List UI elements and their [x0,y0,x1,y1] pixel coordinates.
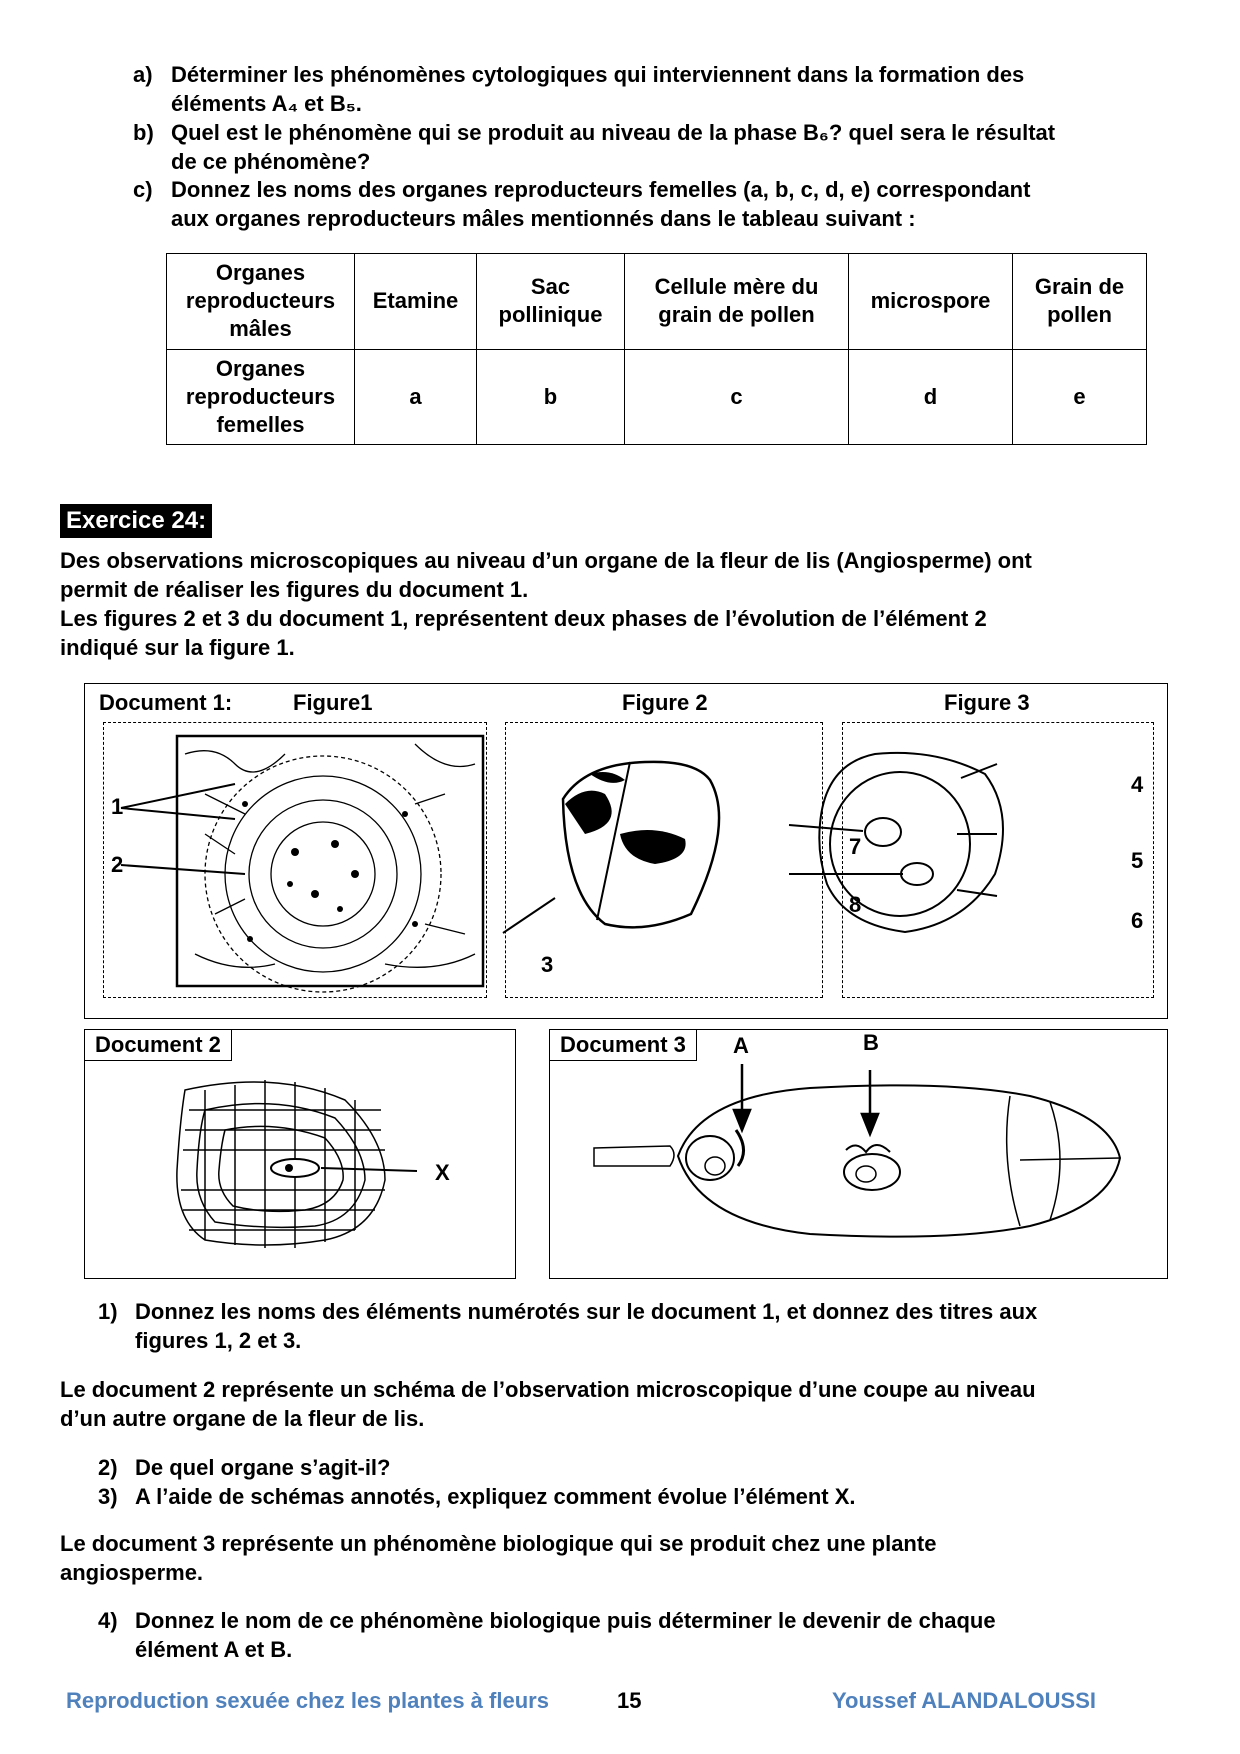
document-2 [84,1029,516,1279]
table-cell: e [1013,349,1147,445]
document-1 [84,683,1168,1019]
question-c-line1: Donnez les noms des organes reproducteurs femelles (a, b, c, d, e) correspondant [171,177,1031,202]
question-3-text: A l’aide de schémas annotés, expliquez comment évolue l’élément X. [135,1484,856,1509]
organs-table [166,253,1147,445]
question-a-line1: Déterminer les phénomènes cytologiques qui interviennent dans la formation des [171,62,1025,87]
figure3-frame [842,722,1154,998]
question-4-label: 4) [98,1608,118,1633]
label-8: 8 [849,892,862,917]
paragraph-doc2: Le document 2 représente un schéma de l’observation microscopique d’une coupe au niveau [60,1377,1036,1402]
table-cell: c [625,349,849,445]
label-5: 5 [1131,848,1144,873]
question-2-label: 2) [98,1455,118,1480]
table-cell: a [355,349,477,445]
question-1-line2: figures 1, 2 et 3. [135,1328,302,1353]
question-c-line2: aux organes reproducteurs mâles mentionnés dans le tableau suivant : [171,206,916,231]
document-3-label: Document 3 [549,1029,697,1061]
question-1-line1: Donnez les noms des éléments numérotés sur le document 1, et donnez des titres aux [135,1299,1038,1324]
label-3: 3 [541,952,554,977]
question-a-label: a) [133,62,153,87]
paragraph-doc3: Le document 3 représente un phénomène biologique qui se produit chez une plante [60,1531,937,1556]
table-cell: d [849,349,1013,445]
label-2: 2 [111,852,124,877]
intro-line: permit de réaliser les figures du document 1. [60,577,529,602]
paragraph-doc3: angiosperme. [60,1560,204,1585]
question-b-line1: Quel est le phénomène qui se produit au niveau de la phase B₆? quel sera le résultat [171,120,1056,145]
table-cell: b [477,349,625,445]
label-b: B [863,1030,879,1055]
intro-line: Les figures 2 et 3 du document 1, représentent deux phases de l’évolution de l’élément 2 [60,606,987,631]
table-cell: microspore [849,254,1013,350]
question-1-label: 1) [98,1299,118,1324]
intro-line: indiqué sur la figure 1. [60,635,295,660]
figure2-frame [505,722,823,998]
table-cell: Cellule mère du grain de pollen [625,254,849,350]
table-cell: Organes reproducteurs femelles [167,349,355,445]
exercise-title: Exercice 24: [60,504,212,538]
page-number: 15 [617,1688,642,1713]
label-4: 4 [1131,772,1144,797]
figure1-title: Figure1 [293,690,373,715]
table-row-male [167,254,1147,350]
label-7: 7 [849,834,862,859]
label-x: X [435,1160,450,1185]
document3-drawing [550,1030,1169,1280]
doc1-label: Document 1: [99,690,233,715]
question-c-label: c) [133,177,153,202]
question-4-line2: élément A et B. [135,1637,293,1662]
figure3-title: Figure 3 [944,690,1030,715]
paragraph-doc2: d’un autre organe de la fleur de lis. [60,1406,425,1431]
table-row-female [167,349,1147,445]
table-cell: Etamine [355,254,477,350]
label-a: A [733,1033,749,1058]
footer-author: Youssef ALANDALOUSSI [832,1688,1097,1713]
question-4-line1: Donnez le nom de ce phénomène biologique puis déterminer le devenir de chaque [135,1608,996,1633]
question-b-line2: de ce phénomène? [171,149,371,174]
label-1: 1 [111,794,124,819]
question-a-line2: éléments A₄ et B₅. [171,91,362,116]
table-cell: Organes reproducteurs mâles [167,254,355,350]
table-cell: Sac pollinique [477,254,625,350]
document2-drawing [85,1030,517,1280]
question-b-label: b) [133,120,154,145]
label-6: 6 [1131,908,1144,933]
figure2-title: Figure 2 [622,690,708,715]
question-2-text: De quel organe s’agit-il? [135,1455,391,1480]
document-2-label: Document 2 [84,1029,232,1061]
question-3-label: 3) [98,1484,118,1509]
document-3 [549,1029,1168,1279]
intro-line: Des observations microscopiques au niveau d’un organe de la fleur de lis (Angiosperme) ont [60,548,1032,573]
table-cell: Grain de pollen [1013,254,1147,350]
footer-title: Reproduction sexuée chez les plantes à fleurs [66,1688,549,1713]
